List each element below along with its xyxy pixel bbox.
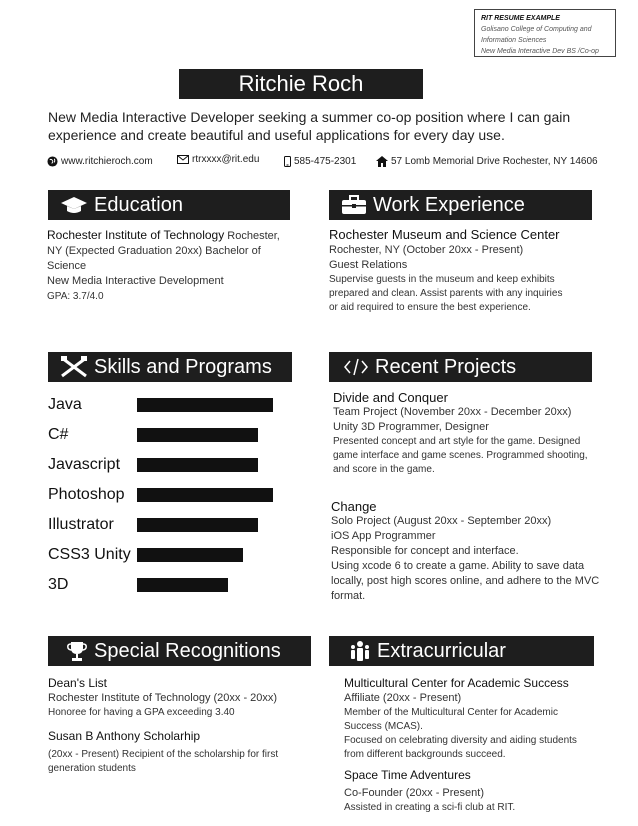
skills-heading: Skills and Programs (94, 355, 272, 378)
recognition-detail: Honoree for having a GPA exceeding 3.40 (48, 707, 235, 718)
skill-label: 3D (48, 576, 69, 593)
project-type: Solo Project (August 20xx - September 20xx) (331, 515, 552, 527)
skill-label: C# (48, 426, 69, 443)
project-title: Change (331, 499, 377, 514)
work-role: Guest Relations (329, 259, 408, 271)
education-heading: Education (94, 193, 183, 216)
recognitions-heading: Special Recognitions (94, 639, 281, 662)
address-text: 57 Lomb Memorial Drive Rochester, NY 14606 (391, 156, 598, 167)
program-info-title: RIT RESUME EXAMPLE (481, 15, 560, 22)
contact-phone[interactable] (284, 156, 356, 167)
skill-level-bar (137, 548, 243, 562)
recognition-detail: (20xx - Present) Recipient of the scholarship for first generation students (48, 749, 279, 774)
recognition-title: Dean's List (48, 676, 107, 690)
skill-level-bar (137, 578, 228, 592)
education-section (47, 228, 292, 304)
education-gpa: GPA: 3.7/4.0 (47, 291, 104, 302)
skill-level-bar (137, 428, 258, 442)
summary-text: New Media Interactive Developer seeking a summer co-op position where I can gain experience and create beautiful and useful applications for every day use. (48, 109, 571, 143)
education-program: New Media Interactive Development (47, 275, 224, 287)
briefcase-icon (341, 195, 367, 215)
people-icon (349, 640, 371, 662)
phone-text: 585-475-2301 (294, 156, 357, 167)
contact-email[interactable] (177, 154, 259, 165)
skill-level-bar (137, 518, 258, 532)
skill-label: Illustrator (48, 516, 114, 533)
skill-label: Javascript (48, 456, 121, 473)
work-description: Supervise guests in the museum and keep exhibits prepared and clean. Assist parents with any inquiries or aid required to ensure the best experience. (329, 274, 563, 313)
activity-title: Space Time Adventures (344, 768, 471, 782)
work-header (329, 190, 592, 220)
program-info-line: Information Sciences (481, 37, 547, 44)
program-info-line: New Media Interactive Dev BS /Co-op (481, 48, 599, 55)
graduation-cap-icon (60, 195, 88, 215)
contact-address (376, 156, 598, 167)
extracurricular-section (344, 676, 596, 815)
recognitions-section (48, 676, 308, 776)
project-description: Presented concept and art style for the game. Designed game interface and game scenes. Programmed shooting, and score in the game. (333, 436, 588, 475)
projects-header (329, 352, 592, 382)
contact-website[interactable] (47, 156, 153, 167)
skills-header (48, 352, 292, 382)
work-section (329, 226, 569, 315)
project-platform-role: Unity 3D Programmer, Designer (333, 421, 489, 433)
skill-level-bar (137, 488, 273, 502)
project-change (331, 499, 613, 604)
work-location: Rochester, NY (October 20xx - Present) (329, 244, 524, 256)
code-icon (343, 357, 369, 377)
name-title: Ritchie Roch (179, 69, 423, 99)
project-responsibility: Responsible for concept and interface. (331, 545, 519, 557)
projects-heading: Recent Projects (375, 355, 517, 378)
tools-icon (60, 356, 88, 378)
work-org: Rochester Museum and Science Center (329, 227, 560, 242)
activity-role: Affiliate (20xx - Present) (344, 692, 462, 704)
email-text: rtrxxxx@rit.edu (192, 154, 260, 165)
envelope-icon (177, 155, 189, 164)
skill-label: CSS3 Unity (48, 546, 131, 563)
recognition-detail: Rochester Institute of Technology (20xx - 20xx) (48, 692, 278, 704)
program-info-line: Golisano College of Computing and (481, 26, 592, 33)
project-title: Divide and Conquer (333, 390, 448, 405)
activity-detail: Member of the Multicultural Center for Academic Success (MCAS). (344, 707, 558, 732)
activity-detail: Focused on celebrating diversity and aiding students from different backgrounds succeed. (344, 735, 577, 760)
extracurricular-header (329, 636, 594, 666)
activity-detail: Assisted in creating a sci-fi club at RIT. (344, 802, 516, 813)
project-description: Using xcode 6 to create a game. Ability to save data locally, post high scores online, and adhere to the MVC format. (331, 560, 600, 602)
home-icon (376, 156, 388, 167)
trophy-icon (66, 640, 88, 662)
globe-icon (47, 156, 58, 167)
activity-title: Multicultural Center for Academic Success (344, 676, 569, 690)
education-header (48, 190, 290, 220)
recognitions-header (48, 636, 311, 666)
skill-level-bar (137, 458, 258, 472)
website-text: www.ritchieroch.com (61, 156, 153, 167)
program-info-box (474, 9, 616, 57)
project-platform-role: iOS App Programmer (331, 530, 436, 542)
project-divide-and-conquer (333, 390, 603, 477)
project-type: Team Project (November 20xx - December 20xx) (333, 406, 572, 418)
activity-role: Co-Founder (20xx - Present) (344, 787, 484, 799)
education-school: Rochester Institute of Technology (47, 228, 225, 242)
skill-label: Java (48, 396, 82, 413)
skill-label: Photoshop (48, 486, 125, 503)
work-heading: Work Experience (373, 193, 525, 216)
phone-icon (284, 156, 291, 167)
education-school-details: Rochester, NY (Expected Graduation 20xx) Bachelor of Science (47, 230, 280, 272)
extracurricular-heading: Extracurricular (377, 639, 506, 662)
skill-level-bar (137, 398, 273, 412)
recognition-title: Susan B Anthony Scholarhip (48, 729, 201, 743)
